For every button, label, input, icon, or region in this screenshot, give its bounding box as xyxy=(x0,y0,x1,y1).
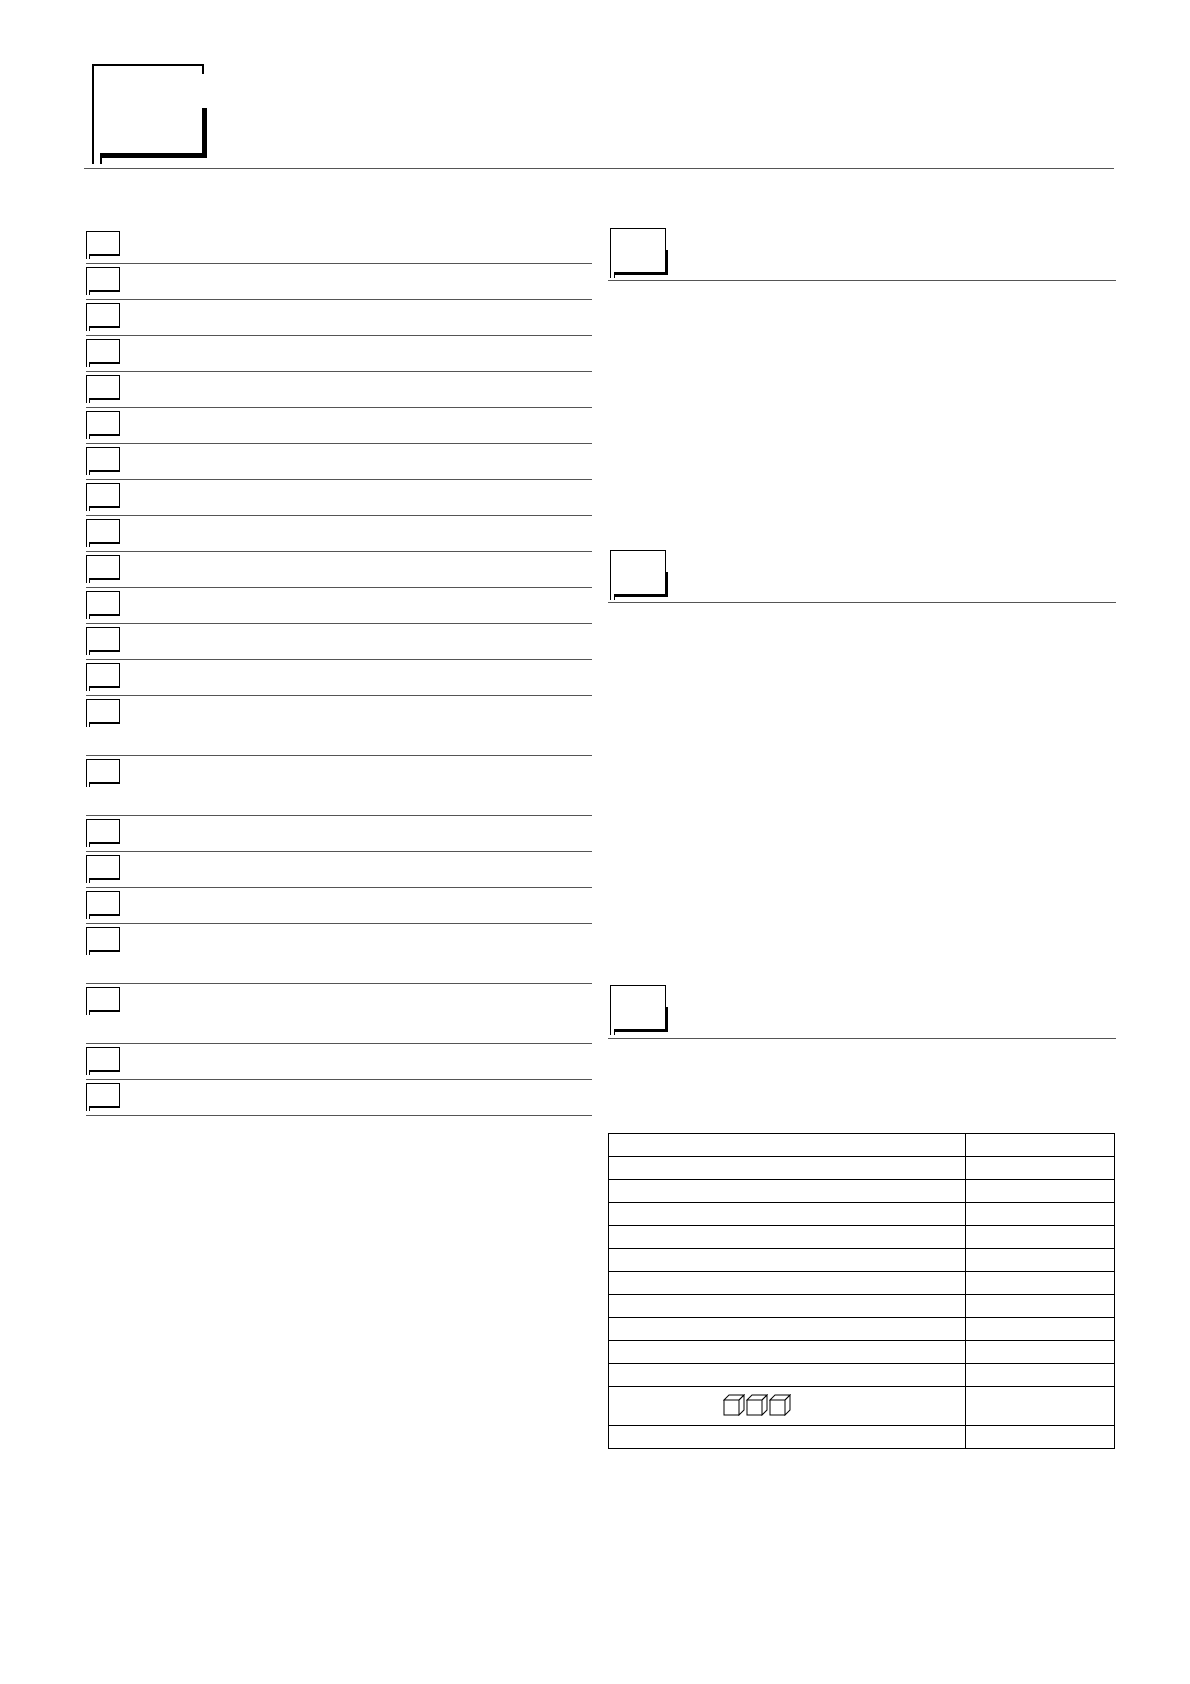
table-cell-value xyxy=(965,1341,1114,1364)
section-frame-icon xyxy=(610,228,670,278)
table-row xyxy=(609,1180,1115,1203)
section-divider xyxy=(608,602,1116,603)
list-item xyxy=(86,1080,592,1116)
section-3-header xyxy=(608,985,1116,1039)
table-row xyxy=(609,1364,1115,1387)
list-item xyxy=(86,444,592,480)
list-item xyxy=(86,228,592,264)
section-frame-icon xyxy=(610,985,670,1035)
list-item xyxy=(86,756,592,816)
item-frame-icon xyxy=(86,267,120,295)
list-item xyxy=(86,516,592,552)
item-frame-icon xyxy=(86,1047,120,1075)
table-row xyxy=(609,1157,1115,1180)
table-row xyxy=(609,1226,1115,1249)
table-cell-label xyxy=(609,1134,966,1157)
item-frame-icon xyxy=(86,819,120,847)
table-row xyxy=(609,1249,1115,1272)
section-2-header xyxy=(608,550,1116,603)
list-item xyxy=(86,660,592,696)
header-divider xyxy=(84,168,1114,169)
list-item xyxy=(86,372,592,408)
list-item xyxy=(86,924,592,984)
table-cell-label xyxy=(609,1426,966,1449)
list-item xyxy=(86,408,592,444)
item-frame-icon xyxy=(86,303,120,331)
item-frame-icon xyxy=(86,339,120,367)
header-frame-icon xyxy=(92,64,208,166)
item-frame-icon xyxy=(86,519,120,547)
table-cell-label xyxy=(609,1180,966,1203)
item-frame-icon xyxy=(86,927,120,955)
section-divider xyxy=(608,280,1116,281)
list-item xyxy=(86,552,592,588)
table-row xyxy=(609,1134,1115,1157)
table-row xyxy=(609,1272,1115,1295)
table-cell-label xyxy=(609,1249,966,1272)
spec-table xyxy=(608,1133,1115,1449)
table-cell-label xyxy=(609,1387,966,1426)
table-cell-value xyxy=(965,1318,1114,1341)
list-item xyxy=(86,888,592,924)
item-frame-icon xyxy=(86,591,120,619)
table-cell-value xyxy=(965,1295,1114,1318)
table-cell-value xyxy=(965,1272,1114,1295)
item-frame-icon xyxy=(86,855,120,883)
list-item xyxy=(86,852,592,888)
item-frame-icon xyxy=(86,555,120,583)
item-frame-icon xyxy=(86,891,120,919)
item-frame-icon xyxy=(86,627,120,655)
table-row xyxy=(609,1203,1115,1226)
table-row xyxy=(609,1341,1115,1364)
item-frame-icon xyxy=(86,411,120,439)
table-cell-label xyxy=(609,1318,966,1341)
table-cell-value xyxy=(965,1426,1114,1449)
table-row xyxy=(609,1426,1115,1449)
cube-icon-group xyxy=(723,1394,792,1419)
table-cell-value xyxy=(965,1364,1114,1387)
item-frame-icon xyxy=(86,483,120,511)
table-cell-label xyxy=(609,1364,966,1387)
table-cell-label xyxy=(609,1295,966,1318)
table-cell-value xyxy=(965,1180,1114,1203)
table-cell-value xyxy=(965,1387,1114,1426)
section-1-header xyxy=(608,228,1116,281)
table-cell-value xyxy=(965,1203,1114,1226)
table-cell-value xyxy=(965,1134,1114,1157)
table-row xyxy=(609,1295,1115,1318)
item-frame-icon xyxy=(86,699,120,727)
table-cell-label xyxy=(609,1226,966,1249)
list-item xyxy=(86,1044,592,1080)
list-item xyxy=(86,984,592,1044)
section-divider xyxy=(608,1038,1116,1039)
item-frame-icon xyxy=(86,663,120,691)
list-item xyxy=(86,480,592,516)
item-frame-icon xyxy=(86,447,120,475)
table-cell-value xyxy=(965,1157,1114,1180)
table-cell-label xyxy=(609,1203,966,1226)
list-item xyxy=(86,816,592,852)
item-frame-icon xyxy=(86,759,120,787)
item-frame-icon xyxy=(86,1083,120,1111)
table-cell-value xyxy=(965,1226,1114,1249)
list-item xyxy=(86,336,592,372)
list-item xyxy=(86,696,592,756)
item-frame-icon xyxy=(86,987,120,1015)
table-cell-label xyxy=(609,1272,966,1295)
item-frame-icon xyxy=(86,231,120,259)
table-cell-value xyxy=(965,1249,1114,1272)
item-frame-icon xyxy=(86,375,120,403)
cube-icon xyxy=(723,1394,745,1416)
list-item xyxy=(86,624,592,660)
table-cell-label xyxy=(609,1157,966,1180)
cube-icon xyxy=(746,1394,768,1416)
list-item xyxy=(86,300,592,336)
list-item xyxy=(86,264,592,300)
section-frame-icon xyxy=(610,550,670,600)
list-item xyxy=(86,588,592,624)
cube-icon xyxy=(769,1394,791,1416)
table-cell-label xyxy=(609,1341,966,1364)
table-row xyxy=(609,1318,1115,1341)
table-row xyxy=(609,1387,1115,1426)
list-divider xyxy=(86,1115,592,1116)
